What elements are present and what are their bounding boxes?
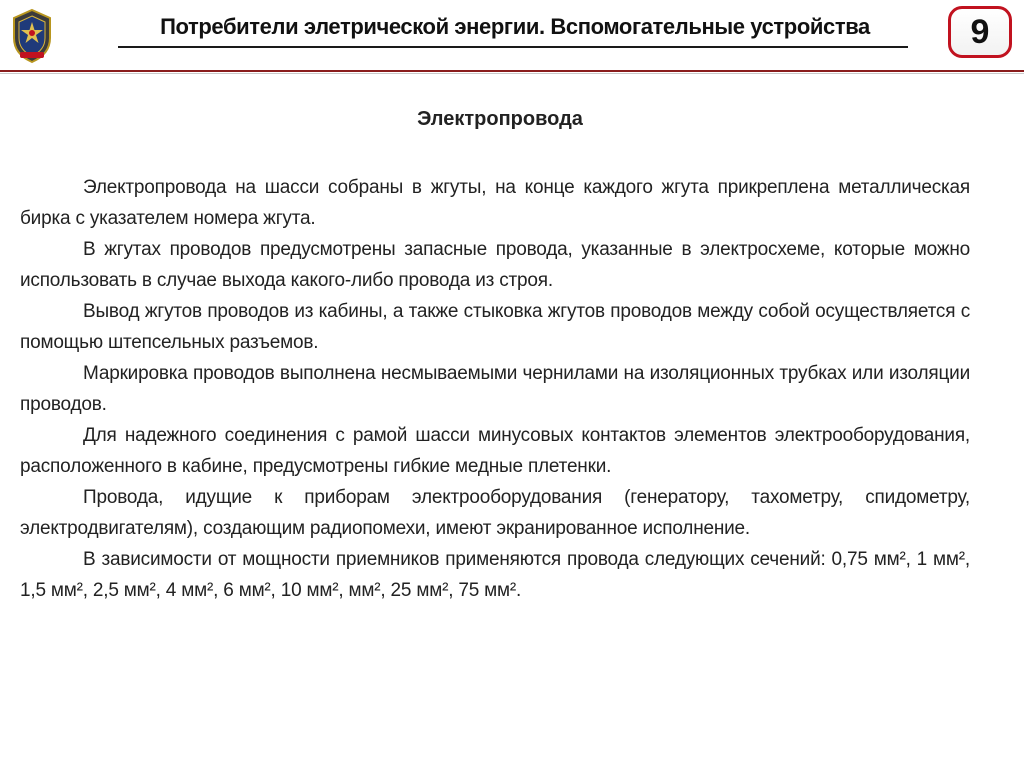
page-number-badge: 9 <box>948 6 1012 58</box>
paragraph: Электропровода на шасси собраны в жгуты, на конце каждого жгута прикреплена металлическая бирка с указателем номера жгута. <box>20 177 970 229</box>
paragraph: Провода, идущие к приборам электрооборудования (генератору, тахометру, спидометру, электродвигателям), создающим радиопомехи, имеют экранированное исполнение. <box>20 487 970 539</box>
title-underline <box>118 46 908 48</box>
page-title: Потребители элетрической энергии. Вспомогательные устройства <box>160 14 870 39</box>
military-emblem-icon <box>10 8 54 64</box>
paragraph: Вывод жгутов проводов из кабины, а также стыковка жгутов проводов между собой осуществляется с помощью штепсельных разъемов. <box>20 301 970 353</box>
header-divider <box>0 70 1024 72</box>
section-subtitle: Электропровода <box>417 108 583 130</box>
slide-content <box>20 100 970 606</box>
paragraph: В зависимости от мощности приемников применяются провода следующих сечений: 0,75 мм², 1 мм², 1,5 мм², 2,5 мм², 4 мм², 6 мм², 10 мм², мм², 25 мм², 75 мм². <box>20 549 970 601</box>
paragraph: Для надежного соединения с рамой шасси минусовых контактов элементов электрооборудования, расположенного в кабине, предусмотрены гибкие медные плетенки. <box>20 425 970 477</box>
header-divider-shadow <box>0 73 1024 74</box>
paragraph: Маркировка проводов выполнена несмываемыми чернилами на изоляционных трубках или изоляции проводов. <box>20 363 970 415</box>
paragraph: В жгутах проводов предусмотрены запасные провода, указанные в электросхеме, которые можно использовать в случае выхода какого-либо провода из строя. <box>20 239 970 291</box>
slide-header <box>0 0 1024 72</box>
